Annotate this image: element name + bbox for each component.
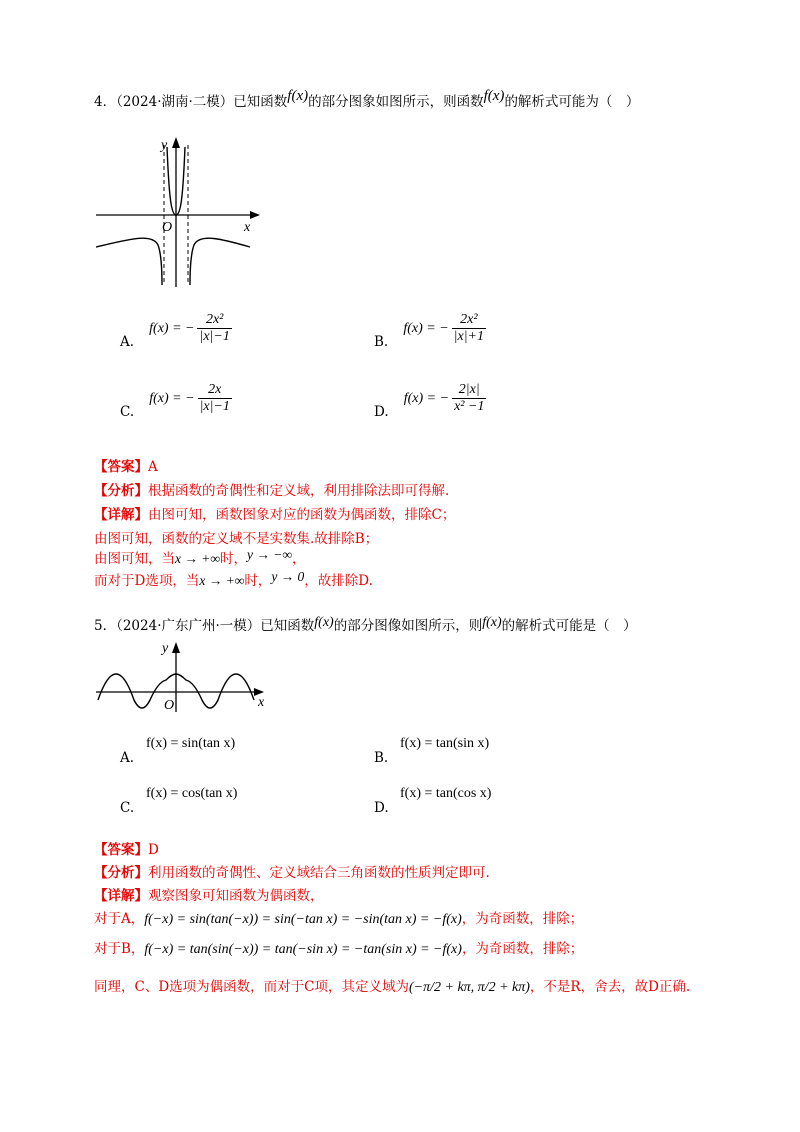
option-label: A. [120,333,135,350]
q4-x-label: x [244,220,251,235]
answer-tag: 【答案】 [94,842,148,858]
answer-value: A [148,459,158,475]
formula-text: f(x) = cos(tan x) [146,786,238,801]
q4-detail-line-1 [94,503,455,523]
analysis-tag: 【分析】 [94,865,148,881]
formula-numerator: 2x [198,382,232,399]
q4-detail-line-2 [94,527,378,547]
formula-numerator: 2x² [197,312,231,329]
q4-stem-fx-2: f(x) [483,88,505,104]
detail-math: f(−x) = tan(sin(−x)) = tan(−sin x) = −tan(sin x) = −f(x) [144,942,462,957]
detail-math: x → +∞ [175,551,220,566]
q4-x-arrow-icon [250,211,260,219]
formula-numerator: 2x² [452,312,486,329]
q4-analysis [94,479,449,499]
formula-denominator: |x|+1 [453,329,484,344]
detail-math: (−π/2 + kπ, π/2 + kπ) [408,980,530,995]
q5-y-label: y [162,641,169,656]
formula-lhs: f(x) = − [403,320,449,336]
detail-text: ，为奇函数，排除； [461,941,584,957]
formula-lhs: f(x) = − [149,320,195,336]
option-label: D. [374,403,389,420]
formula-text: f(x) = tan(sin x) [400,736,490,751]
q5-stem-suffix: 的解析式可能是（ ） [501,618,637,634]
detail-tag: 【详解】 [94,507,148,523]
detail-text: 由图可知，函数的定义域不是实数集.故排除B； [94,531,379,547]
q5-stem-middle: 的部分图像如图所示，则 [333,618,483,634]
q4-stem [94,90,639,111]
analysis-tag: 【分析】 [94,483,148,499]
q4-stem-suffix: 的解析式可能为（ ） [504,94,640,110]
q5-origin-label: O [164,698,175,713]
q5-detail-line-1 [94,884,324,904]
option-label: C. [120,800,135,816]
detail-text: 由图可知，当 [94,551,175,567]
formula-lhs: f(x) = − [403,390,450,406]
q4-y-label: y [161,138,168,153]
formula-denominator: |x|−1 [199,399,230,414]
q5-detail-line-2 [94,907,583,928]
q5-answer [94,838,159,858]
detail-text: 观察图象可知函数为偶函数， [148,888,324,904]
q4-option-b[interactable] [374,312,486,350]
q4-left-branch [96,238,162,285]
detail-math: y → −∞ [246,547,292,562]
q4-option-a[interactable] [120,312,232,350]
formula-denominator: |x|−1 [199,329,230,344]
formula-text: f(x) = tan(cos x) [400,786,492,801]
q4-right-branch [190,238,250,285]
option-label: B. [374,750,389,766]
q5-x-label: x [258,695,265,710]
formula-denominator: x² −1 [454,399,485,414]
q4-stem-prefix: 4．（2024·湖南·二模）已知函数 [94,94,288,110]
q5-y-arrow-icon [172,642,180,653]
q4-stem-middle: 的部分图象如图所示，则函数 [308,94,484,110]
formula-text: f(x) = sin(tan x) [146,736,236,751]
detail-text: ，不是R，舍去，故D正确. [529,979,691,995]
answer-value: D [148,842,159,858]
q5-detail-line-3 [94,937,583,958]
option-label: A. [120,750,135,766]
q4-origin-label: O [162,220,173,235]
detail-text: ，为奇函数，排除； [461,911,584,927]
q4-detail-line-3 [94,547,305,567]
analysis-text: 利用函数的奇偶性、定义域结合三角函数的性质判定即可. [148,865,490,881]
formula-lhs: f(x) = − [149,390,195,406]
q5-graph [92,640,272,715]
q5-stem-prefix: 5．（2024·广东广州·一模）已知函数 [94,618,315,634]
option-label: D. [374,800,389,816]
q4-answer [94,455,158,475]
q5-stem-fx-2: f(x) [482,615,502,630]
answer-tag: 【答案】 [94,459,148,475]
option-label: C. [120,403,135,420]
detail-text: ， [291,551,306,567]
detail-text: 由图可知，函数图象对应的函数为偶函数，排除C； [148,507,456,523]
q4-y-arrow-icon [172,137,180,148]
detail-text: 而对于D选项，当 [94,573,200,589]
detail-text: 时， [219,551,247,567]
analysis-text: 根据函数的奇偶性和定义域，利用排除法即可得解. [148,483,450,499]
q5-stem [94,614,637,635]
q4-option-d[interactable] [374,382,486,420]
q4-stem-fx: f(x) [287,88,309,104]
detail-text: ，故排除D. [304,573,373,589]
q4-option-c[interactable] [120,382,232,420]
detail-math: x → +∞ [199,573,245,588]
detail-math: f(−x) = sin(tan(−x)) = sin(−tan x) = −sin(tan x) = −f(x) [144,912,462,927]
q4-detail-line-4 [94,569,373,589]
detail-math: y → 0 [271,569,305,584]
q4-graph [90,135,270,295]
q5-stem-fx: f(x) [314,615,334,630]
detail-tag: 【详解】 [94,888,148,904]
detail-text: 对于B， [94,941,145,957]
option-label: B. [374,333,389,350]
detail-text: 同理，C、D选项为偶函数，而对于C项，其定义域为 [94,979,409,995]
detail-text: 时， [244,573,272,589]
formula-numerator: 2|x| [452,382,486,399]
q5-detail-line-4 [94,975,690,996]
q5-analysis [94,861,490,881]
detail-text: 对于A， [94,911,145,927]
